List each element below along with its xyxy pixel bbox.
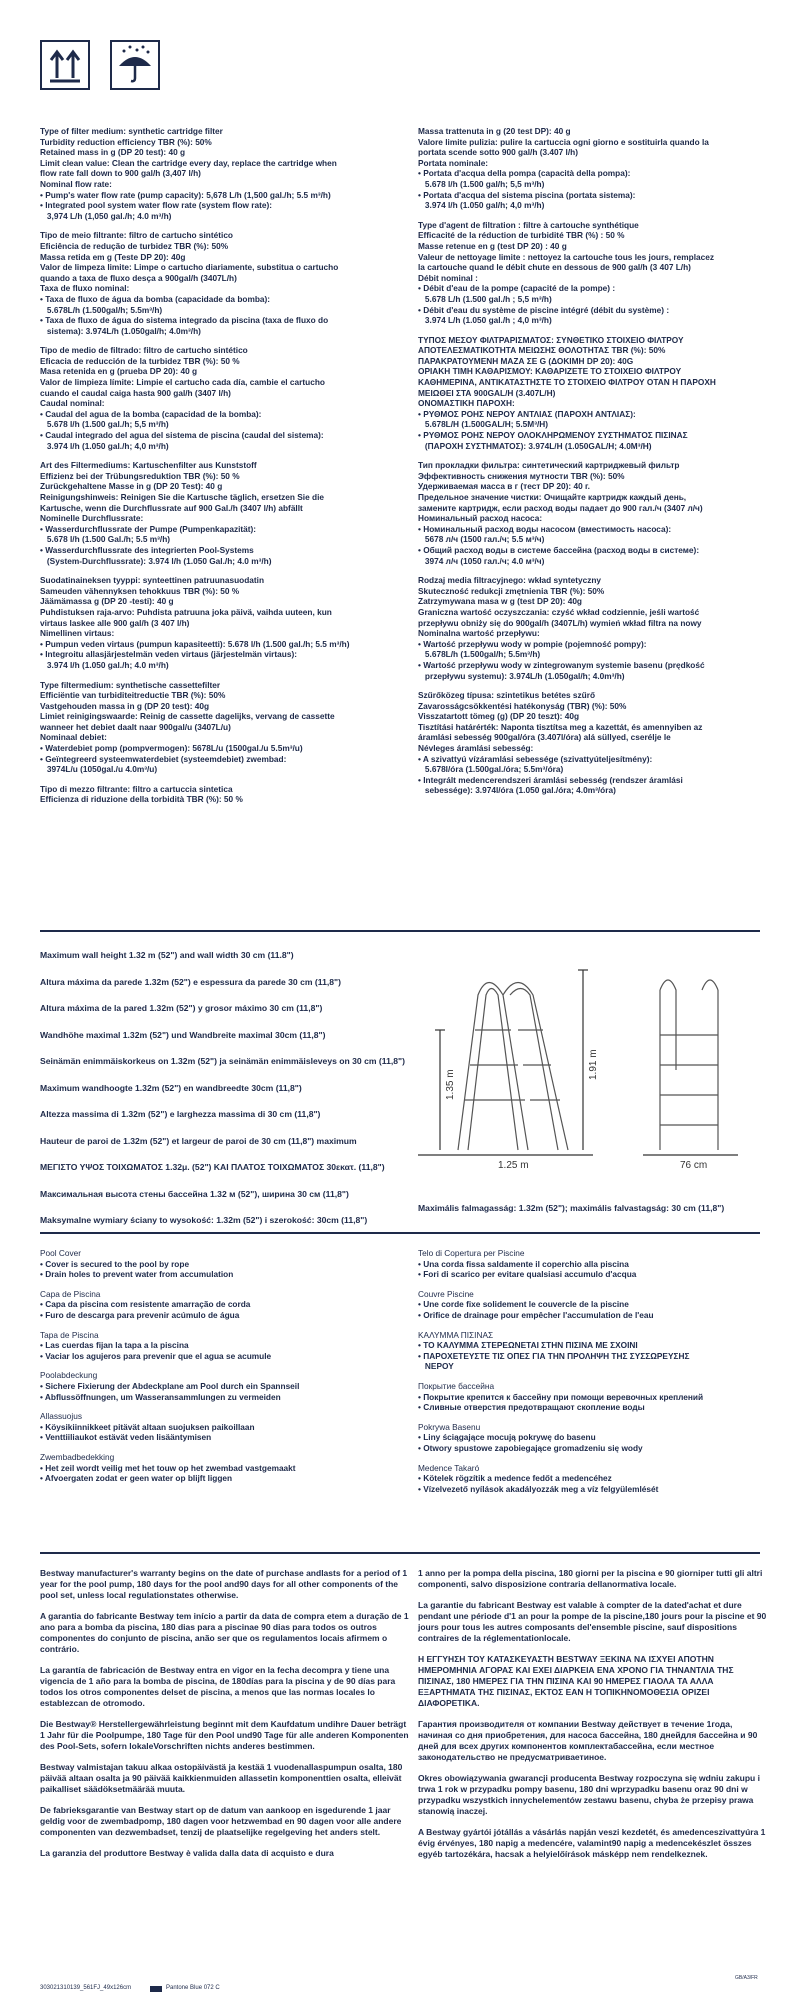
warranty_left-block bbox=[40, 1848, 410, 1859]
specs_right-line: Type d'agent de filtration : filtre à cartouche synthétique bbox=[418, 219, 639, 230]
cover-item: • ΠΑΡΟΧΕΤΕΥΣΤΕ ΤΙΣ ΟΠΕΣ ΓΙΑ ΤΗΝ ΠΡΟΛΗΨΗ ΤΗΣ ΣΥΣΣΩΡΕΥΣΗΣ bbox=[418, 1350, 690, 1361]
warranty_left-block bbox=[40, 1665, 410, 1709]
specs_left-line: • Pumpun veden virtaus (pumpun kapasiteetti): 5.678 l/h (1.500 gal./h; 5.5 m³/h) bbox=[40, 638, 350, 649]
specs_left-line: Caudal nominal: bbox=[40, 398, 105, 409]
divider bbox=[40, 1232, 760, 1234]
warranty-right-column bbox=[418, 1568, 768, 1870]
specs_left-block bbox=[40, 575, 410, 670]
warranty_left-block bbox=[40, 1762, 410, 1795]
cover-section bbox=[418, 1463, 768, 1495]
cover-item: • Orifice de drainage pour empêcher l'accumulation de l'eau bbox=[418, 1309, 654, 1320]
this-way-up-icon bbox=[40, 40, 90, 90]
footer-code: 303021310139_561FJ_49x126cm bbox=[40, 1985, 132, 1991]
specs_left-block bbox=[40, 784, 410, 805]
specs_right-line: portata scende sotto 900 gal/h (3.407 l/h) bbox=[418, 147, 578, 158]
cover-section bbox=[40, 1411, 410, 1443]
specs_left-line: Turbidity reduction efficiency TBR (%): 50% bbox=[40, 136, 212, 147]
warranty_left-line: zwembadset, tenzij de plaatselijke regelgeving het anders stelt. bbox=[125, 1827, 381, 1837]
warranty_right-line: l'ensemble piscine, sauf dispositions contraires de la réglementation bbox=[418, 1622, 737, 1643]
warranty_right-block bbox=[418, 1568, 768, 1590]
specs_right-line: (ΠΑΡΟΧΗ ΣΥΣΤΗΜΑΤΟΣ): 3.974L/H (1.050GAL/H; 4.0M³/H) bbox=[418, 440, 652, 451]
specs_left-line: Nominaal debiet: bbox=[40, 732, 107, 743]
specs_left-line: 3974L/u (1050gal./u 4.0m³/u) bbox=[40, 764, 158, 775]
cover-section-title: Zwembadbedekking bbox=[40, 1451, 115, 1462]
specs_left-block bbox=[40, 126, 410, 221]
ladder-side-width: 76 cm bbox=[680, 1160, 708, 1171]
cover-item: • ΤΟ ΚΑΛΥΜΜΑ ΣΤΕΡΕΩΝΕΤΑΙ ΣΤΗΝ ΠΙΣΙΝΑ ΜΕ ΣΧΟΙΝΙ bbox=[418, 1340, 638, 1351]
specs_right-line: ΚΑΘΗΜΕΡΙΝΑ, ΑΝΤΙΚΑΤΑΣΤΗΣΤΕ ΤΟ ΣΤΟΙΧΕΙΟ ΦΙΛΤΡΟΥ ΟΤΑΝ Η ΠΑΡΟΧΗ bbox=[418, 377, 716, 388]
pantone-swatch bbox=[150, 1986, 162, 1992]
specs_right-line: Portata nominale: bbox=[418, 157, 489, 168]
warranty_left-line: zwembad en 90 dagen voor alle andere componenten van de bbox=[40, 1816, 402, 1837]
specs_right-line: 5.678 l/h (1.500 gal/h; 5,5 m³/h) bbox=[418, 178, 545, 189]
specs_left-line: cuando el caudal caiga hasta 900 gal/h (3407 l/h) bbox=[40, 387, 231, 398]
specs_right-line: ΟΝΟΜΑΣΤΙΚΗ ΠΑΡΟΧΗ: bbox=[418, 398, 515, 409]
specs_right-line: ΟΡΙΑΚΗ ΤΙΜΗ ΚΑΘΑΡΙΣΜΟΥ: ΚΑΘΑΡΙΖΕΤΕ ΤΟ ΣΤΟΙΧΕΙΟ ΦΙΛΤΡΟΥ bbox=[418, 366, 682, 377]
specs_left-line: • Geïntegreerd systeemwaterdebiet (systeemdebiet) zwembad: bbox=[40, 753, 287, 764]
specs_left-line: Tipo de medio de filtrado: filtro de cartucho sintético bbox=[40, 345, 248, 356]
ladder-base-width: 1.25 m bbox=[498, 1160, 529, 1171]
cover-section bbox=[40, 1452, 410, 1484]
cover-item: • Sichere Fixierung der Abdeckplane am Pool durch ein Spannseil bbox=[40, 1380, 300, 1391]
specs_left-line: Jäämämassa g (DP 20 -testi): 40 g bbox=[40, 596, 174, 607]
cover-section-title: ΚΑΛΥΜΜΑ ΠΙΣΙΝΑΣ bbox=[418, 1329, 494, 1340]
specs_right-line: Graniczna wartość oczyszczania: czyść wkład codziennie, jeśli wartość bbox=[418, 606, 700, 617]
cover-item: • Het zeil wordt veilig met het touw op het zwembad vastgemaakt bbox=[40, 1462, 296, 1473]
wall-dimension-text: Altura máxima da parede 1.32m (52") e espessura da parede 30 cm (11,8") bbox=[40, 976, 341, 987]
specs_right-line: Nominalna wartość przepływu: bbox=[418, 628, 540, 639]
cover-item: • Drain holes to prevent water from accumulation bbox=[40, 1269, 234, 1280]
warranty_left-block bbox=[40, 1568, 410, 1601]
cover-section bbox=[418, 1289, 768, 1321]
specs_right-line: Débit nominal : bbox=[418, 272, 478, 283]
warranty_left-line: set de piscina, a menos que las normas locales lo establezcan de otro bbox=[40, 1687, 375, 1708]
specs_right-line: Valore limite pulizia: pulire la cartuccia ogni giorno e sostituirla quando la bbox=[418, 136, 709, 147]
specs_right-line: Тип прокладки фильтра: синтетический картриджевый фильтр bbox=[418, 460, 680, 471]
specs_left-line: Zurückgehaltene Masse in g (DP 20 Test): 40 g bbox=[40, 481, 223, 492]
specs_right-block bbox=[418, 335, 768, 452]
cover-item: • Furo de descarga para prevenir acúmulo de água bbox=[40, 1309, 240, 1320]
cover-item: • Покрытие крепится к бассейну при помощи веревочных креплений bbox=[418, 1391, 704, 1402]
specs_right-line: Zavarosságcsökkentési hatékonyság (TBR) (%): 50% bbox=[418, 700, 627, 711]
specs_left-line: Valor de limpieza límite: Limpie el cartucho cada día, cambie el cartucho bbox=[40, 377, 325, 388]
specs_right-line: замените картридж, если расход воды падает до 900 гал./ч (3407 л/ч) bbox=[418, 502, 703, 513]
specs_left-line: Limit clean value: Clean the cartridge every day, replace the cartridge when bbox=[40, 157, 337, 168]
warranty_right-line: Гарантия производителя от компании Bestway действует в течение 1 bbox=[418, 1719, 712, 1729]
warranty_right-line: medenceszivattyúra 1 évig érvényes, 180 napig a medencére, valamint bbox=[418, 1827, 766, 1848]
specs_left-line: Nimellinen virtaus: bbox=[40, 628, 115, 639]
warranty_right-line: per tutti gli altri componenti, salvo disposizione contraria della bbox=[418, 1568, 763, 1589]
warranty_left-line: días para la piscina y de 90 días para todos los otros componentes del bbox=[40, 1676, 396, 1697]
specs_left-line: 5.678 l/h (1.500 gal./h; 5,5 m³/h) bbox=[40, 419, 169, 430]
warranty_right-line: d'achat et dure pendant une période d'1 an pour la pompe de la piscine, bbox=[418, 1600, 742, 1621]
small-code: GB/A3/FR bbox=[735, 1975, 758, 1981]
specs_left-line: Valor de limpeza limite: Limpe o cartucho diariamente, substitua o cartucho bbox=[40, 262, 339, 273]
warranty_right-line: Η ΕΓΓΥΗΣΗ ΤΟΥ ΚΑΤΑΣΚΕΥΑΣΤΗ BESTWAY ΞΕΚΙΝΑ ΝΑ ΙΣΧΥΕΙ ΑΠΟ bbox=[418, 1654, 697, 1664]
cover-section bbox=[418, 1330, 768, 1372]
specs_left-line: Nominal flow rate: bbox=[40, 178, 112, 189]
specs_right-line: ΑΠΟΤΕΛΕΣΜΑΤΙΚΟΤΗΤΑ ΜΕΙΩΣΗΣ ΘΟΛΟΤΗΤΑΣ TBR (%): 50% bbox=[418, 345, 666, 356]
cover-section-title: Telo di Copertura per Piscine bbox=[418, 1248, 525, 1258]
specs_right-block bbox=[418, 690, 768, 796]
specs_right-line: la cartouche quand le débit chute en dessous de 900 gal/h (3 407 L/h) bbox=[418, 262, 691, 273]
specs_right-block bbox=[418, 575, 768, 681]
cover-item: • Venttiiliaukot estävät veden lisääntymisen bbox=[40, 1432, 212, 1443]
cover-section bbox=[418, 1422, 768, 1454]
specs_left-line: virtaus laskee alle 900 gal/h (3 407 l/h) bbox=[40, 617, 190, 628]
specs_left-line: Art des Filtermediums: Kartuschenfilter aus Kunststoff bbox=[40, 460, 257, 471]
specs_left-line: 5.678L/h (1.500gal/h; 5.5m³/h) bbox=[40, 304, 163, 315]
specs_left-line: 5.678 l/h (1.500 Gal./h; 5.5 m³/h) bbox=[40, 534, 171, 545]
specs_right-line: przepływu systemu): 3.974L/h (1.050gal/h; 4.0m³/h) bbox=[418, 670, 625, 681]
specs_left-line: Retained mass in g (DP 20 test): 40 g bbox=[40, 147, 186, 158]
specs_right-line: Предельное значение чистки: Очищайте картридж каждый день, bbox=[418, 492, 687, 502]
specs_left-line: • Waterdebiet pomp (pompvermogen): 5678L/u (1500gal./u 5.5m³/u) bbox=[40, 743, 303, 754]
warranty_right-line: 1 anno per la pompa della piscina, 180 giorni per la piscina e 90 giorni bbox=[418, 1568, 701, 1578]
specs_right-line: 5.678L/h (1.500gal/h; 5.5m³/h) bbox=[418, 649, 541, 660]
specs_left-line: Tipo di mezzo filtrante: filtro a cartuccia sintetica bbox=[40, 783, 233, 794]
specs_right-line: 5678 л/ч (1500 гал./ч; 5.5 м³/ч) bbox=[418, 534, 545, 545]
specs_left-line: Effizienz bei der Trübungsreduktion TBR (%): 50 % bbox=[40, 470, 240, 481]
specs_right-line: Zatrzymywana masa w g (test DP 20): 40g bbox=[418, 596, 583, 607]
specs_right-line: Szűrőközeg típusa: szintetikus betétes szűrő bbox=[418, 690, 596, 701]
cover-left-column bbox=[40, 1248, 410, 1493]
warranty_right-block bbox=[418, 1600, 768, 1644]
warranty_left-line: A garantia do fabricante Bestway tem início a partir da data de compra e bbox=[40, 1611, 332, 1621]
specs_right-line: Эффективность снижения мутности TBR (%): 50% bbox=[418, 470, 625, 481]
hu-dimension-text: Maximális falmagasság: 1.32m (52"); maximális falvastagság: 30 cm (11,8") bbox=[418, 1203, 725, 1213]
specs_left-block bbox=[40, 230, 410, 336]
divider bbox=[40, 930, 760, 932]
cover-item: • Cover is secured to the pool by rope bbox=[40, 1258, 190, 1269]
specs_left-line: 3.974 l/h (1.050 gal./h; 4,0 m³/h) bbox=[40, 440, 169, 451]
warranty_right-line: ΤΗΝ ΗΜΕΡΟΜΗΝΙΑ ΑΓΟΡΑΣ ΚΑΙ ΕΧΕΙ ΔΙΑΡΚΕΙΑ ΕΝΑ ΧΡΟΝΟ ΓΙΑ ΤΗΝ bbox=[418, 1654, 714, 1675]
specs_right-line: • Номинальный расход воды насосом (вместимость насоса): bbox=[418, 523, 672, 534]
wall-dimension-text: Wandhöhe maximal 1.32m (52") und Wandbreite maximal 30cm (11,8") bbox=[40, 1029, 326, 1040]
wall-dimension-text: Maximum wall height 1.32 m (52") and wall width 30 cm (11.8") bbox=[40, 950, 294, 960]
specs_right-block bbox=[418, 126, 768, 211]
cover-item: • Vaciar los agujeros para prevenir que el agua se acumule bbox=[40, 1350, 272, 1361]
wall-dimension-text: Altura máxima de la pared 1.32m (52") y grosor máximo 30 cm (11,8") bbox=[40, 1003, 323, 1013]
warranty_right-line: ΟΛΑ ΤΑ ΑΛΛΑ ΕΞΑΡΤΗΜΑΤΑ ΤΗΣ ΠΙΣΙΝΑΣ, ΕΚΤΟΣ ΕΑΝ Η ΤΟΠΙΚΗ bbox=[418, 1676, 714, 1697]
specs_left-line: Massa retida em g (Teste DP 20): 40g bbox=[40, 251, 186, 262]
cover-item: • Liny ściągające mocują pokrywę do basenu bbox=[418, 1432, 596, 1443]
specs_left-line: Eficacia de reducción de la turbidez TBR (%): 50 % bbox=[40, 355, 240, 366]
cover-item: • Vízelvezető nyílások akadályozzák meg a víz felgyülemlését bbox=[418, 1483, 659, 1494]
warranty_right-line: 180 jours pour la piscine et 90 jours pour tous les autres composants de bbox=[418, 1611, 767, 1632]
warranty_left-line: La garanzia del produttore Bestway è valida dalla data di acquisto e dura bbox=[40, 1848, 334, 1858]
warranty_left-block bbox=[40, 1719, 410, 1752]
cover-section bbox=[40, 1248, 410, 1280]
specs_right-line: 3974 л/ч (1050 гал./ч; 4.0 м³/ч) bbox=[418, 555, 545, 566]
warranty_left-line: states otherwise. bbox=[169, 1590, 239, 1600]
ladder-diagram bbox=[418, 950, 768, 1200]
warranty_right-line: ΑΝΤΛΙΑ ΤΗΣ ΠΙΣΙΝΑΣ, 180 ΗΜΕΡΕΣ ΓΙΑ ΤΗΝ ΠΙΣΙΝΑ ΚΑΙ 90 ΗΜΕΡΕΣ ΓΙΑ bbox=[418, 1665, 734, 1686]
warranty_right-line: бассейна, если местное законодательство не предусматривает bbox=[418, 1741, 715, 1762]
specs_right-block bbox=[418, 460, 768, 566]
warranty_left-block bbox=[40, 1611, 410, 1655]
specs_left-line: Reinigungshinweis: Reinigen Sie die Kartusche täglich, ersetzen Sie die bbox=[40, 492, 325, 502]
specs_right-line: • Débit d'eau de la pompe (capacité de la pompe) : bbox=[418, 283, 616, 294]
warranty_left-line: compra y tiene una vigencia de 1 año para la bomba de piscina, de 180 bbox=[40, 1665, 390, 1686]
cover-section bbox=[418, 1248, 768, 1280]
cover-item: • Capa da piscina com resistente amarração de corda bbox=[40, 1299, 251, 1310]
specs_right-block bbox=[418, 220, 768, 326]
specs_right-line: ΤΥΠΟΣ ΜΕΣΟΥ ΦΙΛΤΡΑΡΙΣΜΑΤΟΣ: ΣΥΝΘΕΤΙΚΟ ΣΤΟΙΧΕΙΟ ΦΙΛΤΡΟΥ bbox=[418, 334, 684, 345]
warranty_right-line: 90 napig a medencekészlet összes egyéb tartozékára, hacsak a helyi bbox=[418, 1838, 752, 1859]
specs_left-line: • Taxa de fluxo de água da bomba (capacidade da bomba): bbox=[40, 293, 271, 304]
specs_right-line: Névleges áramlási sebesség: bbox=[418, 743, 534, 754]
specs_left-block bbox=[40, 680, 410, 775]
specs_right-line: ΠΑΡΑΚΡΑΤΟΥΜΕΝΗ ΜΑΖΑ ΣΕ G (ΔΟΚΙΜΗ DP 20): 40G bbox=[418, 355, 634, 366]
specs_right-line: ΜΕΙΩΘΕΙ ΣΤΑ 900GAL/H (3.407L/H) bbox=[418, 387, 556, 398]
pantone-label: Pantone Blue 072 C bbox=[166, 1985, 220, 1991]
cover-section-title: Medence Takaró bbox=[418, 1462, 480, 1473]
specs_right-line: • ΡΥΘΜΟΣ ΡΟΗΣ ΝΕΡΟΥ ΟΛΟΚΛΗΡΩΜΕΝΟΥ ΣΥΣΤΗΜΑΤΟΣ ΠΙΣΙΝΑΣ bbox=[418, 430, 688, 441]
warranty_left-line: tem a duração de 1 ano para a bomba da piscina, 180 dias para a piscina bbox=[40, 1611, 409, 1632]
cover-section-title: Poolabdeckung bbox=[40, 1370, 98, 1381]
specs_right-line: 5.678l/óra (1.500gal./óra; 5.5m³/óra) bbox=[418, 764, 564, 775]
warranty_right-line: иное. bbox=[583, 1752, 607, 1762]
warranty_right-block bbox=[418, 1773, 768, 1817]
cover-item: • Afvoergaten zodat er geen water op blijft liggen bbox=[40, 1473, 233, 1484]
specs_left-line: • Wasserdurchflussrate des integrierten Pool-Systems bbox=[40, 544, 254, 555]
specs_left-line: Efficiëntie van turbiditeitreductie TBR (%): 50% bbox=[40, 690, 226, 701]
specs_left-line: • Wasserdurchflussrate der Pumpe (Pumpenkapazität): bbox=[40, 523, 257, 534]
specs_right-line: Visszatartott tömeg (g) (DP 20 teszt): 40g bbox=[418, 711, 580, 722]
cover-section bbox=[40, 1330, 410, 1362]
cover-section bbox=[418, 1381, 768, 1413]
specs_right-line: Rodzaj media filtracyjnego: wkład syntetyczny bbox=[418, 575, 602, 586]
specs_right-line: Masse retenue en g (test DP 20) : 40 g bbox=[418, 240, 567, 251]
warranty_left-line: gedurende 1 jaar geldig voor de zwembadpomp, 180 dagen voor het bbox=[40, 1805, 391, 1826]
cover-section bbox=[40, 1370, 410, 1402]
specs_right-line: Efficacité de la réduction de turbidité TBR (%) : 50 % bbox=[418, 230, 625, 241]
cover-section-title: Pokrywa Basenu bbox=[418, 1421, 481, 1432]
warranty_right-line: elementów zestawu basenu, chyba że przepisy prawa stanowią inaczej. bbox=[418, 1795, 754, 1816]
specs_right-line: • Portata d'acqua della pompa (capacità della pompa): bbox=[418, 168, 631, 179]
wall-dimension-text: Максимальная высота стены бассейна 1.32 м (52"), ширина 30 см (11,8") bbox=[40, 1188, 349, 1199]
specs_left-line: quando a taxa de fluxo desça a 900gal/h (3407L/h) bbox=[40, 272, 237, 283]
cover-section-title: Couvre Piscine bbox=[418, 1288, 474, 1299]
specs_left-line: • Integroitu allasjärjestelmän veden virtaus (järjestelmän virtaus): bbox=[40, 649, 297, 660]
ladder-inner-height: 1.35 m bbox=[445, 1069, 456, 1100]
specs_left-line: • Caudal integrado del agua del sistema de piscina (caudal del sistema): bbox=[40, 430, 324, 441]
warranty_left-block bbox=[40, 1805, 410, 1838]
specs_left-line: 3.974 l/h (1.050 gal./h; 4.0 m³/h) bbox=[40, 659, 169, 670]
specs_right-line: Skuteczność redukcji zmętnienia TBR (%): 50% bbox=[418, 585, 605, 596]
specs_left-line: Vastgehouden massa in g (DP 20 test): 40g bbox=[40, 700, 210, 711]
specs_left-line: Type filtermedium: synthetische cassettefilter bbox=[40, 679, 221, 690]
specs_left-line: Limiet reinigingswaarde: Reinig de cassette dagelijks, vervang de cassette bbox=[40, 711, 335, 722]
specs_left-line: • Integrated pool system water flow rate (system flow rate): bbox=[40, 200, 273, 211]
specs_left-line: Masa retenida en g (prueba DP 20): 40 g bbox=[40, 366, 198, 377]
warranty_left-line: muiden allassetin komponenttien osalta, elleivät paikalliset säädökset bbox=[40, 1773, 402, 1794]
specs_left-line: Taxa de fluxo nominal: bbox=[40, 283, 130, 294]
specs_left-line: Sameuden vähennyksen tehokkuus TBR (%): 50 % bbox=[40, 585, 240, 596]
warranty_left-line: e 90 dias para todos os outros componentes do conjunto de piscina, a bbox=[40, 1622, 377, 1643]
warranty_right-line: előírások másképp nem rendelkeznek. bbox=[552, 1849, 708, 1859]
warranty_right-line: для бассейна и 90 дней для всех других компонентов комплекта bbox=[418, 1730, 758, 1751]
specs-right-column bbox=[418, 126, 768, 805]
cover-section-title: Tapa de Piscina bbox=[40, 1329, 99, 1340]
specs_right-line: • Portata d'acqua del sistema piscina (portata sistema): bbox=[418, 189, 636, 200]
cover-item: • Las cuerdas fijan la tapa a la piscina bbox=[40, 1340, 189, 1351]
specs_left-line: 3,974 L/h (1,050 gal./h; 4.0 m³/h) bbox=[40, 210, 172, 221]
specs_left-line: Puhdistuksen raja-arvo: Puhdista patruuna joka päivä, vaihda uuteen, kun bbox=[40, 606, 332, 617]
cover-item: • Köysikiinnikkeet pitävät altaan suojuksen paikoillaan bbox=[40, 1421, 255, 1432]
wall-dimension-text: ΜΕΓΙΣΤΟ ΥΨΟΣ ΤΟΙΧΩΜΑΤΟΣ 1.32μ. (52") ΚΑΙ ΠΛΑΤΟΣ ΤΟΙΧΩΜΑΤΟΣ 30εκατ. (11,8") bbox=[40, 1162, 385, 1172]
warranty_right-line: ΝΟΜΟΘΕΣΙΑ ΟΡΙΖΕΙ ΔΙΑΦΟΡΕΤΙΚΑ. bbox=[418, 1687, 710, 1708]
wall-dimension-text: Maksymalne wymiary ściany to wysokość: 1.32m (52") i szerokość: 30cm (11,8") bbox=[40, 1215, 368, 1225]
warranty_right-line: dniu zakupu i trwa 1 rok w przypadku pompy basenu, 180 dni w bbox=[418, 1773, 760, 1794]
specs_right-line: 3.974 L/h (1.050 gal./h ; 4,0 m³/h) bbox=[418, 315, 552, 326]
specs_right-line: Valeur de nettoyage limite : nettoyez la cartouche tous les jours, remplacez bbox=[418, 251, 715, 262]
cover-item: • Abflussöffnungen, um Wasseransammlungen zu vermeiden bbox=[40, 1391, 281, 1402]
specs_right-line: 3.974 l/h (1.050 gal/h; 4,0 m³/h) bbox=[418, 200, 545, 211]
specs_right-line: sebessége): 3.974l/óra (1.050 gal./óra; 4.0m³/óra) bbox=[418, 785, 616, 796]
cover-section-title: Pool Cover bbox=[40, 1248, 82, 1258]
cover-item: • Una corda fissa saldamente il coperchio alla piscina bbox=[418, 1258, 629, 1269]
warranty_left-line: 90 Tage für alle anderen Komponenten des Pool-Sets, sofern lokale bbox=[40, 1730, 409, 1751]
warranty_right-block bbox=[418, 1827, 768, 1860]
specs_left-line: Type of filter medium: synthetic cartridge filter bbox=[40, 126, 223, 136]
warranty_right-block bbox=[418, 1654, 768, 1709]
specs_right-line: Номинальный расход насоса: bbox=[418, 513, 543, 524]
specs_left-line: sistema): 3.974L/h (1.050gal/h; 4.0m³/h) bbox=[40, 325, 201, 336]
specs_left-line: flow rate fall down to 900 gal/h (3,407 l/h) bbox=[40, 168, 201, 179]
specs_left-line: wanneer het debiet daalt naar 900gal/u (3407L/u) bbox=[40, 721, 231, 732]
specs_right-line: • A szivattyú vízáramlási sebessége (szivattyúteljesítmény): bbox=[418, 753, 653, 764]
warranty_left-line: määrää muuta. bbox=[125, 1784, 186, 1794]
divider bbox=[40, 1552, 760, 1554]
specs_left-line: • Pump's water flow rate (pump capacity): 5,678 L/h (1,500 gal./h; 5.5 m³/h) bbox=[40, 189, 331, 200]
specs_right-line: Massa trattenuta in g (20 test DP): 40 g bbox=[418, 126, 571, 136]
cover-item: • Une corde fixe solidement le couvercle de la piscine bbox=[418, 1299, 629, 1310]
cover-item: • Kötelek rögzítik a medence fedőt a medencéhez bbox=[418, 1473, 612, 1484]
warranty_left-line: De fabrieksgarantie van Bestway start op de datum van aankoop en is bbox=[40, 1805, 323, 1815]
specs_right-line: • ΡΥΘΜΟΣ ΡΟΗΣ ΝΕΡΟΥ ΑΝΤΛΙΑΣ (ΠΑΡΟΧΗ ΑΝΤΛΙΑΣ): bbox=[418, 408, 636, 419]
specs_right-line: 5.678 L/h (1.500 gal./h ; 5,5 m³/h) bbox=[418, 293, 552, 304]
warranty_left-line: Die Bestway® Herstellergewährleistung beginnt mit dem Kaufdatum und bbox=[40, 1719, 333, 1729]
specs_right-line: • Wartość przepływu wody w pompie (pojemność pompy): bbox=[418, 638, 647, 649]
warranty_left-line: Bestway valmistajan takuu alkaa ostopäivästä ja kestää 1 vuoden bbox=[40, 1762, 305, 1772]
warranty_left-line: Vorschriften nichts anderes bestimmen. bbox=[153, 1741, 315, 1751]
specs_left-line: • Caudal del agua de la bomba (capacidad de la bomba): bbox=[40, 408, 262, 419]
specs_right-line: • Общий расход воды в системе бассейна (расход воды в системе): bbox=[418, 544, 700, 555]
cover-item: • Fori di scarico per evitare qualsiasi accumulo d'acqua bbox=[418, 1269, 637, 1280]
warranty_right-line: года, начиная со дня приобретения, для насоса бассейна, 180 дней bbox=[418, 1719, 733, 1740]
cover-section-title: Покрытие бассейна bbox=[418, 1380, 495, 1391]
warranty_left-line: ihre Dauer beträgt 1 Jahr für die Poolpumpe, 180 Tage für den Pool und bbox=[40, 1719, 407, 1740]
specs_right-line: • Wartość przepływu wody w zintegrowanym systemie basenu (prędkość bbox=[418, 659, 705, 670]
specs_left-line: Suodatinaineksen tyyppi: synteettinen patruunasuodatin bbox=[40, 575, 265, 586]
warranty_left-line: 90 days for all other components of the pool set, unless local regulation bbox=[40, 1579, 399, 1600]
specs_right-line: • Débit d'eau du système de piscine intégré (débit du système) : bbox=[418, 304, 670, 315]
warranty_left-line: modo. bbox=[119, 1698, 145, 1708]
cover-item: ΝΕΡΟΥ bbox=[418, 1361, 454, 1372]
specs_left-line: Nominelle Durchflussrate: bbox=[40, 513, 144, 524]
cover-section-title: Allassuojus bbox=[40, 1411, 82, 1422]
warranty_right-line: La garantie du fabricant Bestway est valable à compter de la date bbox=[418, 1600, 682, 1610]
cover-section bbox=[40, 1289, 410, 1321]
warranty_right-line: Okres obowiązywania gwarancji producenta Bestway rozpoczyna się w bbox=[418, 1773, 706, 1783]
specs_left-line: Efficienza di riduzione della torbidità TBR (%): 50 % bbox=[40, 794, 243, 805]
wall-dimension-text: Seinämän enimmäiskorkeus on 1.32m (52") ja seinämän enimmäisleveys on 30 cm (11,8") bbox=[40, 1056, 405, 1066]
cover-right-column bbox=[418, 1248, 768, 1503]
cover-item: • Otwory spustowe zapobiegające gromadzeniu się wody bbox=[418, 1442, 643, 1453]
warranty_right-line: locale. bbox=[544, 1633, 571, 1643]
warranty_left-line: La garantía de fabricación de Bestway entra en vigor en la fecha de bbox=[40, 1665, 312, 1675]
specs_right-line: • Integrált medencerendszeri áramlási sebesség (rendszer áramlási bbox=[418, 774, 683, 785]
keep-dry-icon bbox=[110, 40, 160, 90]
cover-section-title: Capa de Piscina bbox=[40, 1288, 101, 1299]
ladder-outer-height: 1.91 m bbox=[588, 1049, 599, 1080]
specs_left-line: Eficiência de redução de turbidez TBR (%): 50% bbox=[40, 240, 229, 251]
specs_left-line: Kartusche, wenn die Durchflussrate auf 900 Gal./h (3407 l/h) abfällt bbox=[40, 502, 303, 513]
specs_left-line: • Taxa de fluxo de água do sistema integrado da piscina (taxa de fluxo do bbox=[40, 315, 329, 326]
specs_right-line: 5.678L/H (1.500GAL/H; 5.5M³/H) bbox=[418, 419, 549, 430]
warranty_right-line: A Bestway gyártói jótállás a vásárlás napján veszi kezdetét, és a bbox=[418, 1827, 678, 1837]
specs_right-line: Удерживаемая масса в г (тест DP 20): 40 г. bbox=[418, 481, 590, 492]
warranty_right-line: przypadku basenu oraz 90 dni w przypadku wszystkich innych bbox=[418, 1784, 748, 1805]
cover-item: • Сливные отверстия предотвращают скопление воды bbox=[418, 1402, 645, 1413]
specs_left-line: Tipo de meio filtrante: filtro de cartucho sintético bbox=[40, 230, 233, 241]
specs_right-line: Tisztítási határérték: Naponta tisztítsa meg a kazettát, és amennyiben az bbox=[418, 721, 703, 732]
warranty_right-line: normativa locale. bbox=[606, 1579, 677, 1589]
wall-dimension-text: Maximum wandhoogte 1.32m (52") en wandbreedte 30cm (11,8") bbox=[40, 1082, 302, 1093]
specs-left-column bbox=[40, 126, 410, 814]
warranty-left-column bbox=[40, 1568, 410, 1869]
specs_left-line: (System-Durchflussrate): 3.974 l/h (1.050 Gal./h; 4.0 m³/h) bbox=[40, 555, 272, 566]
wall-dimension-text: Hauteur de paroi de 1.32m (52") et largeur de paroi de 30 cm (11,8") maximum bbox=[40, 1135, 357, 1146]
warranty_left-line: não ser que os regulamentos locais afirmem o contrário. bbox=[40, 1633, 388, 1654]
warranty_left-line: Bestway manufacturer's warranty begins on the date of purchase and bbox=[40, 1568, 322, 1578]
specs_right-line: przepływu obniży się do 900gal/h (3407L/h) wymień wkład filtra na nowy bbox=[418, 617, 702, 628]
warranty_left-line: allaspumpun osalta, 180 päivää altaan osalta ja 90 päivää kaikkien bbox=[40, 1762, 403, 1783]
warranty_left-line: lasts for a period of 1 year for the pool pump, 180 days for the pool and bbox=[40, 1568, 408, 1589]
warranty_right-block bbox=[418, 1719, 768, 1763]
specs_left-block bbox=[40, 460, 410, 566]
specs_left-block bbox=[40, 345, 410, 451]
specs_right-line: áramlási sebesség 900gal/óra (3.407l/óra) alá süllyed, cserélje le bbox=[418, 732, 671, 743]
wall-dimension-text: Altezza massima di 1.32m (52") e larghezza massima di 30 cm (11,8") bbox=[40, 1109, 321, 1119]
